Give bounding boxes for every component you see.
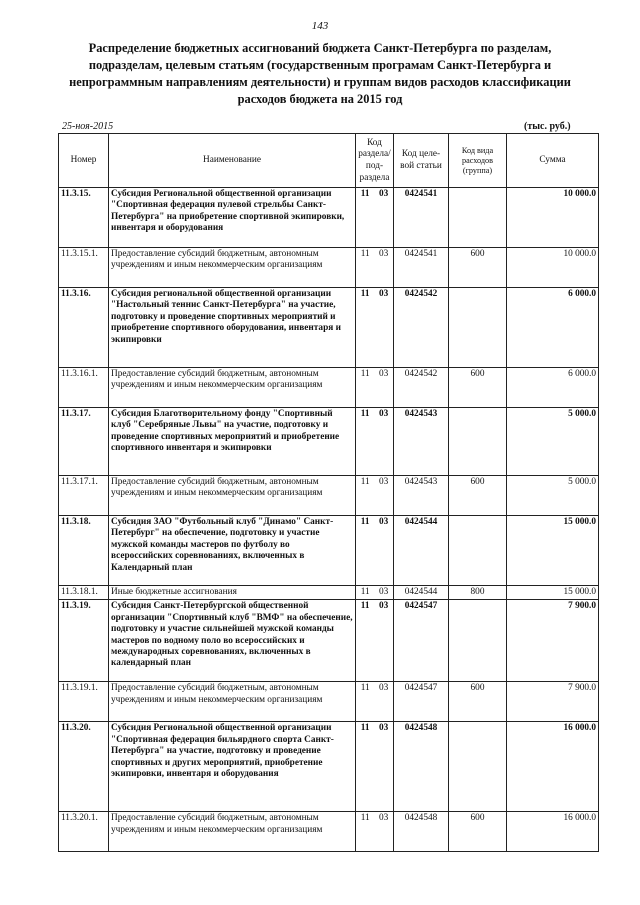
row-section-code: 11 [360,477,370,487]
row-sum: 5 000.0 [507,408,599,476]
table-row [59,288,599,368]
row-name: Предоставление субсидий бюджетным, автономным учреждениям и иным некоммерческим организациям [109,248,356,288]
row-type [449,408,507,476]
row-target: 0424544 [394,516,449,586]
row-name: Субсидия региональной общественной организации "Настольный теннис Санкт-Петербурга" на участие, подготовку и проведение спортивных мероприятий и приобретение спортивного оборудования, инвентаря и экипировки [109,288,356,368]
title-line: непрограммным направлениям деятельности) и группам видов расходов классификации [69,75,571,89]
row-section-code: 11 [360,369,370,379]
header-number: Номер [59,134,109,188]
header-type: Код вида расходов (группа) [449,134,507,188]
row-subsection-code: 03 [379,477,389,487]
row-name: Предоставление субсидий бюджетным, автономным учреждениям и иным некоммерческим организациям [109,476,356,516]
row-subsection-code: 03 [378,189,389,199]
table-row [59,476,599,516]
row-number: 11.3.15.1. [59,248,109,288]
title-line: Распределение бюджетных ассигнований бюджета Санкт-Петербурга по разделам, [88,41,552,55]
row-type [449,722,507,812]
row-section [356,188,394,248]
row-type [449,288,507,368]
units-label: (тыс. руб.) [524,121,571,132]
row-section [356,812,394,852]
header-target: Код целе- вой статьи [394,134,449,188]
row-target: 0424547 [394,682,449,722]
row-number: 11.3.20. [59,722,109,812]
row-sum: 7 900.0 [507,600,599,682]
row-subsection-code: 03 [378,409,389,419]
row-subsection-code: 03 [379,813,389,824]
row-name: Иные бюджетные ассигнования [109,586,356,600]
budget-table [58,133,599,852]
page-title [60,40,580,108]
row-number: 11.3.19.1. [59,682,109,722]
row-sum: 16 000.0 [507,812,599,852]
row-section-code: 11 [360,517,370,527]
row-section [356,600,394,682]
row-name: Субсидия Санкт-Петербургской общественной организации "Спортивный клуб "ВМФ" на обеспечение, подготовку и участие сильнейшей мужской команды мастеров по водному поло во всероссийских и международных соревнованиях, включенных в календарный план [109,600,356,682]
row-sum: 6 000.0 [507,288,599,368]
row-section-code: 11 [360,601,370,612]
table-header-row [59,134,599,188]
row-sum: 16 000.0 [507,722,599,812]
row-target: 0424541 [394,188,449,248]
row-sum: 7 900.0 [507,682,599,722]
row-type: 600 [449,368,507,408]
row-number: 11.3.16.1. [59,368,109,408]
row-sum: 10 000.0 [507,188,599,248]
row-sum: 5 000.0 [507,476,599,516]
row-number: 11.3.18. [59,516,109,586]
header-sum: Сумма [507,134,599,188]
table-row [59,722,599,812]
row-subsection-code: 03 [378,289,389,299]
header-name: Наименование [109,134,356,188]
row-type: 600 [449,682,507,722]
row-type [449,188,507,248]
row-number: 11.3.18.1. [59,586,109,600]
table-row [59,516,599,586]
row-subsection-code: 03 [379,249,389,259]
row-name: Субсидия Региональной общественной организации "Спортивная федерация пулевой стрельбы Санкт-Петербурга" на приобретение спортивной экипировки, инвентаря и оборудования [109,188,356,248]
row-number: 11.3.19. [59,600,109,682]
table-row [59,586,599,600]
row-section-code: 11 [360,189,370,199]
row-name: Предоставление субсидий бюджетным, автономным учреждениям и иным некоммерческим организациям [109,682,356,722]
row-section [356,476,394,516]
row-target: 0424542 [394,288,449,368]
row-section-code: 11 [360,289,370,299]
row-name: Субсидия ЗАО "Футбольный клуб "Динамо" Санкт-Петербург" на обеспечение, подготовку и участие мужской команды мастеров по футболу во всероссийских соревнованиях, включенных в Календарный план [109,516,356,586]
title-line: подразделам, целевым статьям (государственным програмам Санкт-Петербурга и [88,58,552,72]
row-subsection-code: 03 [379,587,389,597]
row-section-code: 11 [360,683,370,694]
row-name: Предоставление субсидий бюджетным, автономным учреждениям и иным некоммерческим организациям [109,368,356,408]
row-section-code: 11 [360,813,370,824]
row-number: 11.3.15. [59,188,109,248]
row-section-code: 11 [360,249,370,259]
row-type: 600 [449,476,507,516]
row-sum: 6 000.0 [507,368,599,408]
row-section [356,368,394,408]
row-section [356,722,394,812]
row-name: Субсидия Благотворительному фонду "Спортивный клуб "Серебряные Львы" на участие, подготовку и проведение спортивных мероприятий и приобретение спортивного инвентаря и экипировки [109,408,356,476]
row-number: 11.3.17. [59,408,109,476]
row-sum: 15 000.0 [507,586,599,600]
row-target: 0424543 [394,408,449,476]
row-subsection-code: 03 [378,517,389,527]
row-sum: 10 000.0 [507,248,599,288]
row-type [449,516,507,586]
row-type: 600 [449,248,507,288]
row-section [356,586,394,600]
row-target: 0424548 [394,722,449,812]
row-target: 0424544 [394,586,449,600]
row-target: 0424543 [394,476,449,516]
row-target: 0424547 [394,600,449,682]
row-type: 600 [449,812,507,852]
row-section-code: 11 [360,723,370,734]
table-row [59,600,599,682]
header-section: Код раздела/ под- раздела [356,134,394,188]
table-row [59,408,599,476]
row-subsection-code: 03 [379,683,389,694]
row-number: 11.3.17.1. [59,476,109,516]
table-row [59,188,599,248]
row-target: 0424541 [394,248,449,288]
row-section [356,408,394,476]
row-name: Предоставление субсидий бюджетным, автономным учреждениям и иным некоммерческим организациям [109,812,356,852]
row-sum: 15 000.0 [507,516,599,586]
table-row [59,368,599,408]
row-target: 0424548 [394,812,449,852]
title-line: расходов бюджета на 2015 год [237,92,403,106]
page-number: 143 [311,20,329,32]
table-row [59,248,599,288]
row-number: 11.3.16. [59,288,109,368]
row-section-code: 11 [360,587,370,597]
row-section [356,248,394,288]
row-subsection-code: 03 [378,601,389,612]
row-section-code: 11 [360,409,370,419]
row-number: 11.3.20.1. [59,812,109,852]
row-section [356,682,394,722]
table-row [59,682,599,722]
row-type: 800 [449,586,507,600]
row-section [356,516,394,586]
row-target: 0424542 [394,368,449,408]
row-section [356,288,394,368]
row-type [449,600,507,682]
table-row [59,812,599,852]
document-date: 25-ноя-2015 [62,121,114,132]
row-name: Субсидия Региональной общественной организации "Спортивная федерация бильярдного спорта Санкт-Петербурга" на участие, подготовку и проведение спортивных и других мероприятий, приобретение экипировки, инвентаря и оборудования [109,722,356,812]
row-subsection-code: 03 [378,723,389,734]
row-subsection-code: 03 [379,369,389,379]
